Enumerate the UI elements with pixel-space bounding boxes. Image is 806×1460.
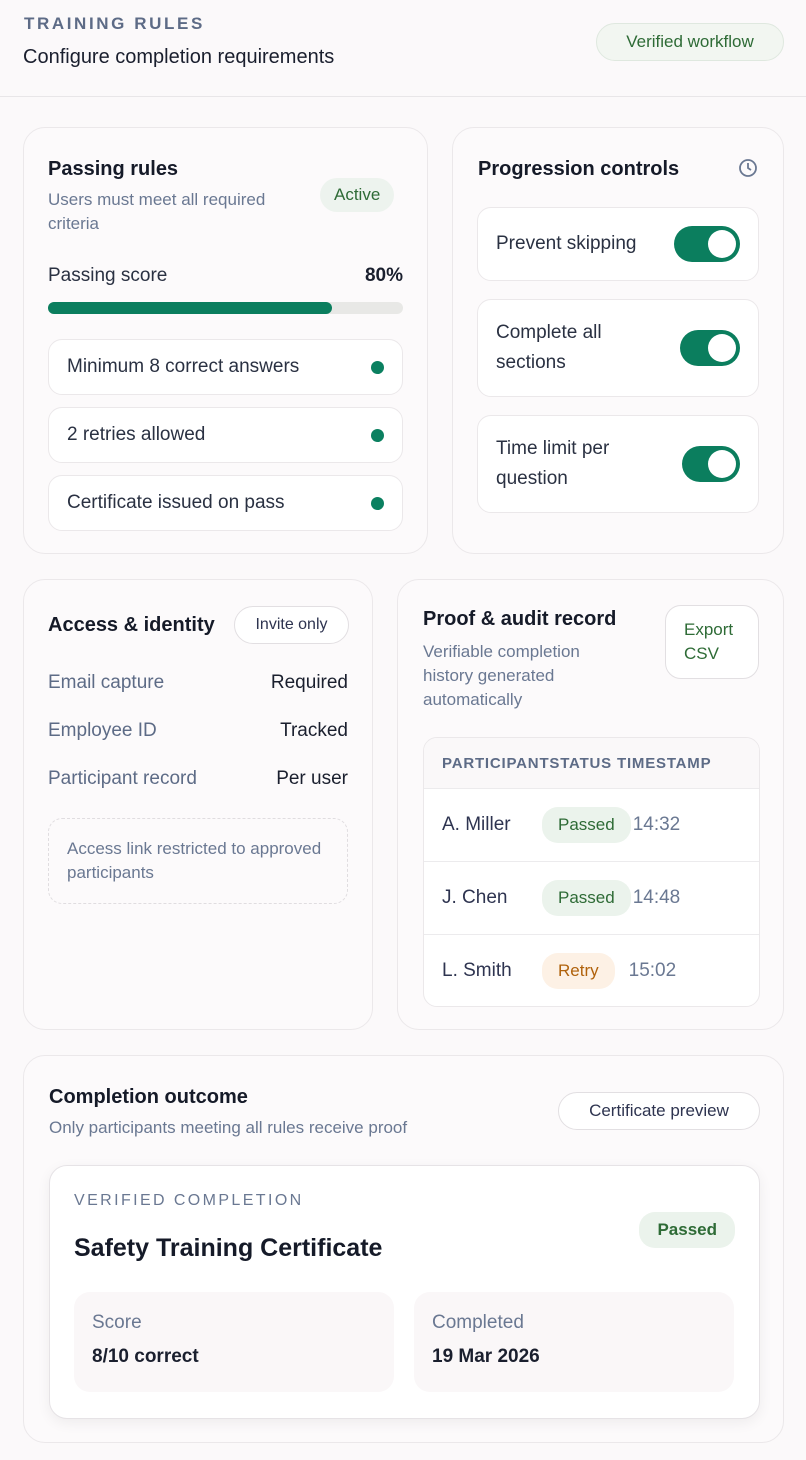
- table-header: [424, 738, 759, 788]
- card-title: Completion outcome: [49, 1086, 248, 1108]
- control-label: Complete all sections: [496, 322, 602, 373]
- card-description: Users must meet all required criteria: [48, 190, 266, 233]
- rule-label: Minimum 8 correct answers: [67, 356, 300, 377]
- certificate-status-badge: Passed: [639, 1212, 735, 1248]
- control-label: Prevent skipping: [496, 233, 637, 254]
- stat-value: 19 Mar 2026: [432, 1346, 540, 1367]
- access-key: Participant record: [48, 768, 197, 789]
- certificate-title: Safety Training Certificate: [74, 1234, 383, 1262]
- status-dot-icon: [371, 429, 384, 442]
- rule-item: [48, 339, 403, 395]
- completion-outcome-card: [23, 1055, 784, 1443]
- table-row: [424, 861, 760, 934]
- access-key: Email capture: [48, 672, 165, 693]
- stat-label: Score: [92, 1312, 142, 1333]
- page-header: [0, 0, 806, 97]
- status-dot-icon: [371, 361, 384, 374]
- passing-score-fill: [48, 302, 332, 314]
- rule-item: [48, 475, 403, 531]
- header-eyebrow: TRAINING RULES: [24, 14, 205, 33]
- card-description: Only participants meeting all rules receive proof: [49, 1118, 408, 1137]
- timestamp: 14:48: [632, 887, 681, 908]
- certificate-card: [49, 1165, 760, 1419]
- clock-icon[interactable]: [738, 158, 758, 178]
- access-value: Per user: [276, 768, 348, 789]
- participant-name: L. Smith: [442, 960, 512, 981]
- audit-record-card: [397, 579, 784, 1030]
- card-title: Progression controls: [478, 158, 680, 180]
- rule-label: 2 retries allowed: [67, 424, 206, 445]
- access-identity-card: [23, 579, 373, 1030]
- complete-sections-toggle[interactable]: [680, 330, 740, 366]
- access-key: Employee ID: [48, 720, 157, 741]
- column-header: PARTICIPANT: [442, 754, 550, 772]
- table-row: [424, 934, 760, 1007]
- column-header: STATUS: [549, 754, 612, 772]
- passing-score-label: Passing score: [48, 265, 168, 286]
- participant-name: A. Miller: [442, 814, 511, 835]
- certificate-eyebrow: VERIFIED COMPLETION: [74, 1192, 304, 1209]
- control-label: Time limit per question: [496, 438, 610, 489]
- invite-only-badge: Invite only: [234, 606, 349, 644]
- column-header: TIMESTAMP: [616, 754, 712, 772]
- time-limit-toggle[interactable]: [682, 446, 740, 482]
- verified-workflow-badge: Verified workflow: [596, 23, 784, 61]
- score-stat: [74, 1292, 394, 1392]
- access-item: [48, 672, 348, 694]
- card-title: Passing rules: [48, 158, 179, 180]
- rule-item: [48, 407, 403, 463]
- status-dot-icon: [371, 497, 384, 510]
- passing-score-bar: [48, 302, 403, 314]
- status-badge: Passed: [542, 807, 631, 843]
- participant-name: J. Chen: [442, 887, 508, 908]
- export-csv-button[interactable]: Export CSV: [665, 605, 759, 679]
- page-title: Configure completion requirements: [23, 46, 335, 68]
- control-complete-sections: [477, 299, 759, 397]
- access-item: [48, 720, 348, 742]
- timestamp: 14:32: [632, 814, 681, 835]
- access-value: Required: [270, 672, 348, 693]
- stat-value: 8/10 correct: [92, 1346, 199, 1367]
- progression-controls-card: [452, 127, 784, 554]
- status-badge: Retry: [542, 953, 615, 989]
- card-description: Verifiable completion history generated automatically: [423, 642, 580, 709]
- control-prevent-skipping: [477, 207, 759, 281]
- control-time-limit: [477, 415, 759, 513]
- stat-label: Completed: [432, 1312, 524, 1333]
- access-item: [48, 768, 348, 790]
- rule-label: Certificate issued on pass: [67, 492, 285, 513]
- prevent-skipping-toggle[interactable]: [674, 226, 740, 262]
- card-title: Access & identity: [48, 614, 215, 636]
- completed-stat: [414, 1292, 734, 1392]
- status-badge: Passed: [542, 880, 631, 916]
- access-value: Tracked: [280, 720, 348, 741]
- timestamp: 15:02: [628, 960, 677, 981]
- audit-table: [423, 737, 760, 1007]
- active-badge: Active: [320, 178, 394, 212]
- table-row: [424, 788, 760, 861]
- access-note: Access link restricted to approved participants: [48, 818, 348, 904]
- certificate-preview-button[interactable]: Certificate preview: [558, 1092, 760, 1130]
- card-title: Proof & audit record: [423, 608, 617, 630]
- passing-score-value: 80%: [364, 265, 403, 286]
- passing-rules-card: [23, 127, 428, 554]
